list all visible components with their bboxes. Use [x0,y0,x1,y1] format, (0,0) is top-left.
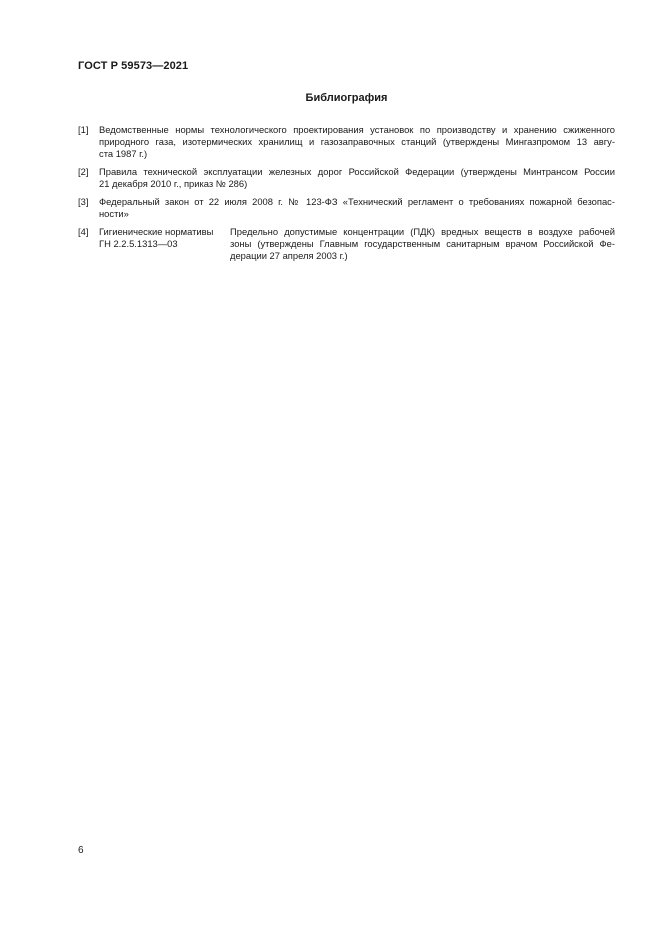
section-title: Библиография [305,92,388,104]
bibliography-line: ности» [99,208,129,219]
bibliography-text [99,124,615,160]
bibliography-number: [4] [78,226,89,237]
bibliography-line: 21 декабря 2010 г., приказ № 286) [99,178,248,189]
bibliography-line: Федеральный закон от 22 июля 2008 г. № 123-ФЗ «Технический регламент о требованиях пожарной безопас- [99,196,615,207]
bibliography-line: Ведомственные нормы технологического проектирования установок по производству и хранению сжиженного [99,124,615,135]
bibliography-number: [1] [78,124,89,135]
bibliography-line: ГН 2.2.5.1313—03 [99,238,178,249]
bibliography-number: [2] [78,166,89,177]
bibliography-item-1 [78,124,615,160]
bibliography-line: ста 1987 г.) [99,148,148,159]
bibliography-number: [3] [78,196,89,207]
bibliography-text [99,196,615,220]
bibliography-item-2 [78,166,615,190]
bibliography-line: зоны (утверждены Главным государственным санитарным врачом Российской Фе- [230,238,615,249]
bibliography-document-id [99,226,230,262]
bibliography-text [99,166,615,190]
bibliography-line: природного газа, изотермических хранилищ и газозаправочных станций (утверждены Мингазпромом 13 авгу- [99,136,615,147]
bibliography-line: Предельно допустимые концентрации (ПДК) вредных веществ в воздухе рабочей [230,226,615,237]
bibliography-line: дерации 27 апреля 2003 г.) [230,250,348,261]
bibliography-line: Правила технической эксплуатации железных дорог Российской Федерации (утверждены Минтрансом России [99,166,615,177]
document-code: ГОСТ Р 59573—2021 [78,60,189,72]
page-number: 6 [78,845,84,856]
bibliography-line: Гигиенические нормативы [99,226,214,237]
bibliography-item-3 [78,196,615,220]
bibliography-text [230,226,615,262]
bibliography-item-4 [78,226,615,262]
bibliography-list [78,124,615,268]
